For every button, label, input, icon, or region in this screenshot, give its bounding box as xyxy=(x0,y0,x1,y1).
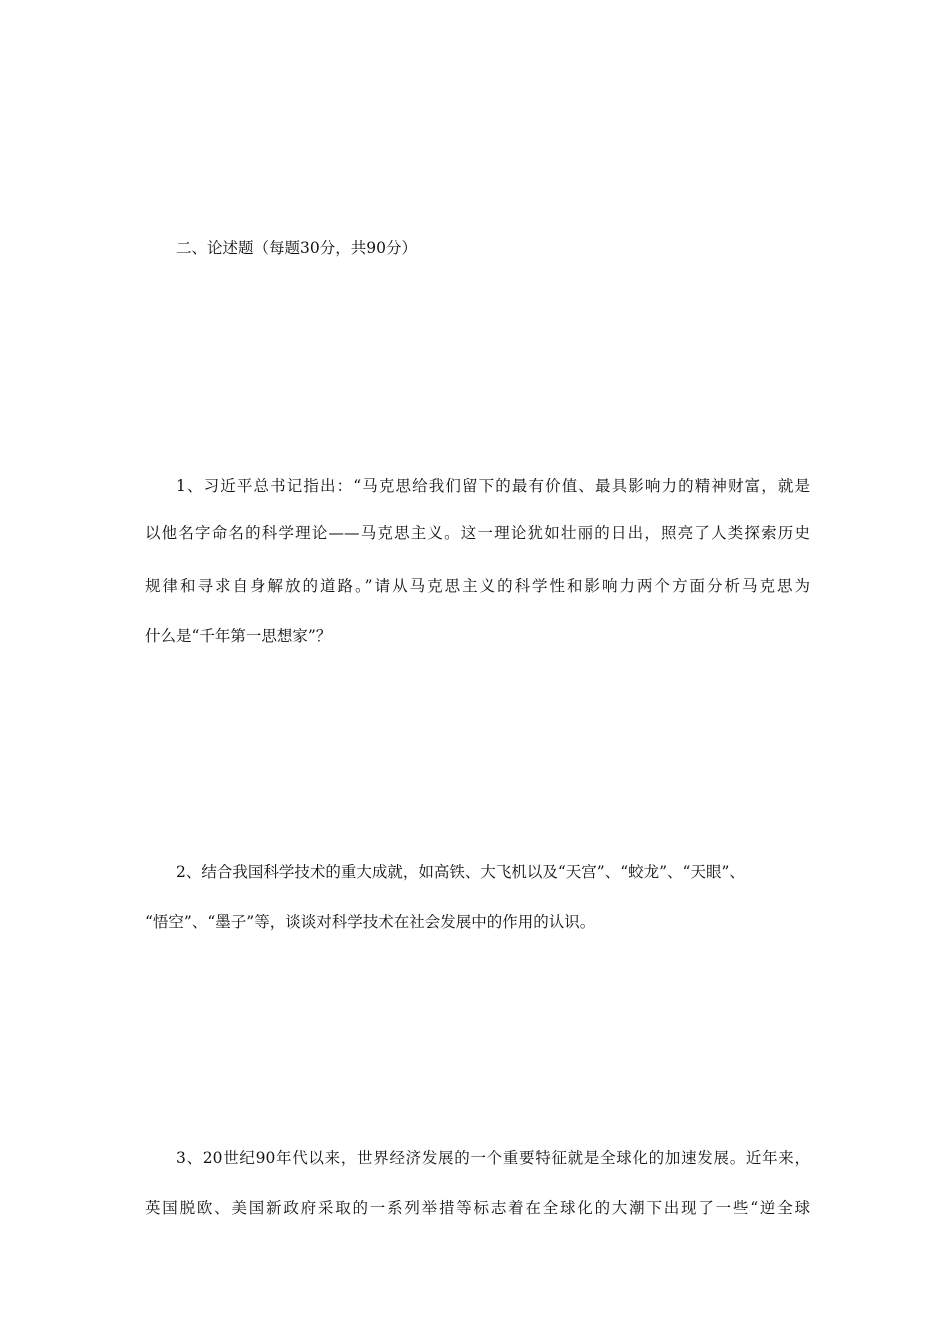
question-1-line-2: 以他名字命名的科学理论——马克思主义。这一理论犹如壮丽的日出，照亮了人类探索历史 xyxy=(145,524,810,542)
section-heading: 二、论述题（每题30分，共90分） xyxy=(176,239,417,257)
question-2-line-2: “悟空”、“墨子”等，谈谈对科学技术在社会发展中的作用的认识。 xyxy=(145,913,596,931)
question-3-line-2: 英国脱欧、美国新政府采取的一系列举措等标志着在全球化的大潮下出现了一些“逆全球 xyxy=(145,1199,810,1217)
question-2-line-1: 2、结合我国科学技术的重大成就，如高铁、大飞机以及“天宫”、“蛟龙”、“天眼”、 xyxy=(176,863,745,881)
question-1-line-3: 规律和寻求自身解放的道路。”请从马克思主义的科学性和影响力两个方面分析马克思为 xyxy=(145,577,810,595)
question-3-line-1: 3、20世纪90年代以来，世界经济发展的一个重要特征就是全球化的加速发展。近年来， xyxy=(176,1149,810,1167)
question-1-line-1: 1、习近平总书记指出：“马克思给我们留下的最有价值、最具影响力的精神财富，就是 xyxy=(176,477,810,495)
question-1-line-4: 什么是“千年第一思想家”？ xyxy=(145,627,332,645)
